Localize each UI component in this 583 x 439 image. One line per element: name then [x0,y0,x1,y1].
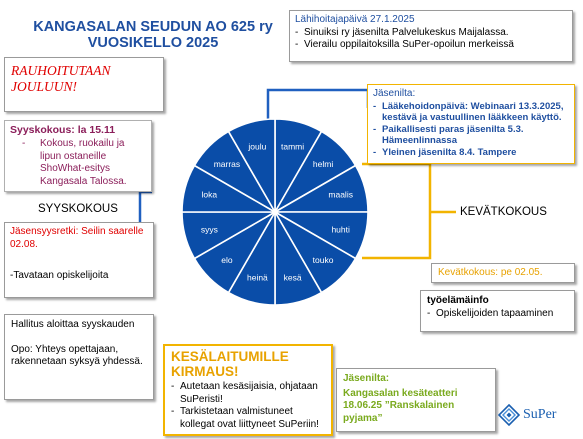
month-label-maalis: maalis [328,189,353,200]
kevatkokous-bracket [362,164,430,258]
hallitus-box: Hallitus aloittaa syyskauden Opo: Yhteys opettajaan, rakennetaan syksyä yhdessä. [4,314,154,400]
kesa-box: KESÄLAITUMILLE KIRMAUS! - Autetaan kesäsijaisia, ohjataan SuPeristi! - Tarkistetaan valmistuneet kollegat ovat liittyneet SuPeriin! [163,344,333,436]
page-title: KANGASALAN SEUDUN AO 625 ry VUOSIKELLO 2025 [33,19,273,51]
syyskokous-box: Syyskokous: la 15.11 - Kokous, ruokailu ja lipun ostaneille ShoWhat-esitys Kangasala Talossa. [4,120,152,192]
jasenilta-kevat-box: Jäsenilta: - Lääkehoidonpäivä: Webinaari 13.3.2025, kestävä ja vastuullinen lääkkeen käyttö. - Paikallisesti paras jäsenilta 5.3. Hämeenlinnassa - Yleinen jäsenilta 8.4. Tampere [367,84,575,164]
list-item: - Sinuiksi ry jäsenilta Palvelukeskus Maijalassa. [295,27,567,40]
month-label-touko: touko [312,255,334,266]
month-label-heinä: heinä [246,272,268,283]
lahihoitaja-list [295,27,567,52]
jasenilta-kevat-list [373,101,569,159]
syyskokous-item: - Kokous, ruokailu ja lipun ostaneille ShoWhat-esitys Kangasala Talossa. [22,138,127,187]
syyskokous-bracket [140,192,152,226]
kesa-list [171,381,325,431]
kevatkokous-label: KEVÄTKOKOUS [460,206,547,218]
super-logo: SuPer [498,402,578,428]
list-item: - Paikallisesti paras jäsenilta 5.3. Hämeenlinnassa [373,124,569,147]
kevatkokous-box: Kevätkokous: pe 02.05. [431,263,575,283]
list-item: - Lääkehoidonpäivä: Webinaari 13.3.2025, kestävä ja vastuullinen lääkkeen käyttö. [373,101,569,124]
lahihoitaja-box: Lähihoitajapäivä 27.1.2025 - Sinuiksi ry jäsenilta Palvelukeskus Maijalassa. - Vierailu oppilaitoksilla SuPer-opoilun merkeissä [289,10,573,62]
month-label-syys: syys [200,224,218,235]
month-label-marras: marras [213,158,241,169]
super-logo-icon [498,404,520,426]
list-item: - Opiskelijoiden tapaaminen [427,308,568,321]
tyoelama-box: työelämäinfo - Opiskelijoiden tapaaminen [420,290,575,332]
rauhoitus-box: RAUHOITUTAAN JOULUUN! [4,57,164,112]
month-label-helmi: helmi [312,158,334,169]
month-label-joulu: joulu [248,141,267,152]
list-item: - Tarkistetaan valmistuneet kollegat ovat liittyneet SuPeriin! [171,406,325,431]
month-label-huhti: huhti [331,224,350,235]
month-label-loka: loka [201,189,218,200]
month-label-kesä: kesä [283,272,302,283]
jasenilta-kesa-box: Jäsenilta: Kangasalan kesäteatteri 18.06.25 ”Ranskalainen pyjama” [336,368,496,432]
tyoelama-list [427,308,568,321]
list-item: - Yleinen jäsenilta 8.4. Tampere [373,147,569,159]
month-label-elo: elo [221,255,233,266]
list-item: - Vierailu oppilaitoksilla SuPer-opoilun merkeissä [295,39,567,52]
month-label-tammi: tammi [281,141,305,152]
jasenmatka-box: Jäsensyysretki: Seilin saarelle 02.08. -Tavataan opiskelijoita [4,222,154,298]
syyskokous-label: SYYSKOKOUS [38,203,118,215]
year-wheel [180,117,370,307]
list-item: - Autetaan kesäsijaisia, ohjataan SuPeristi! [171,381,325,406]
